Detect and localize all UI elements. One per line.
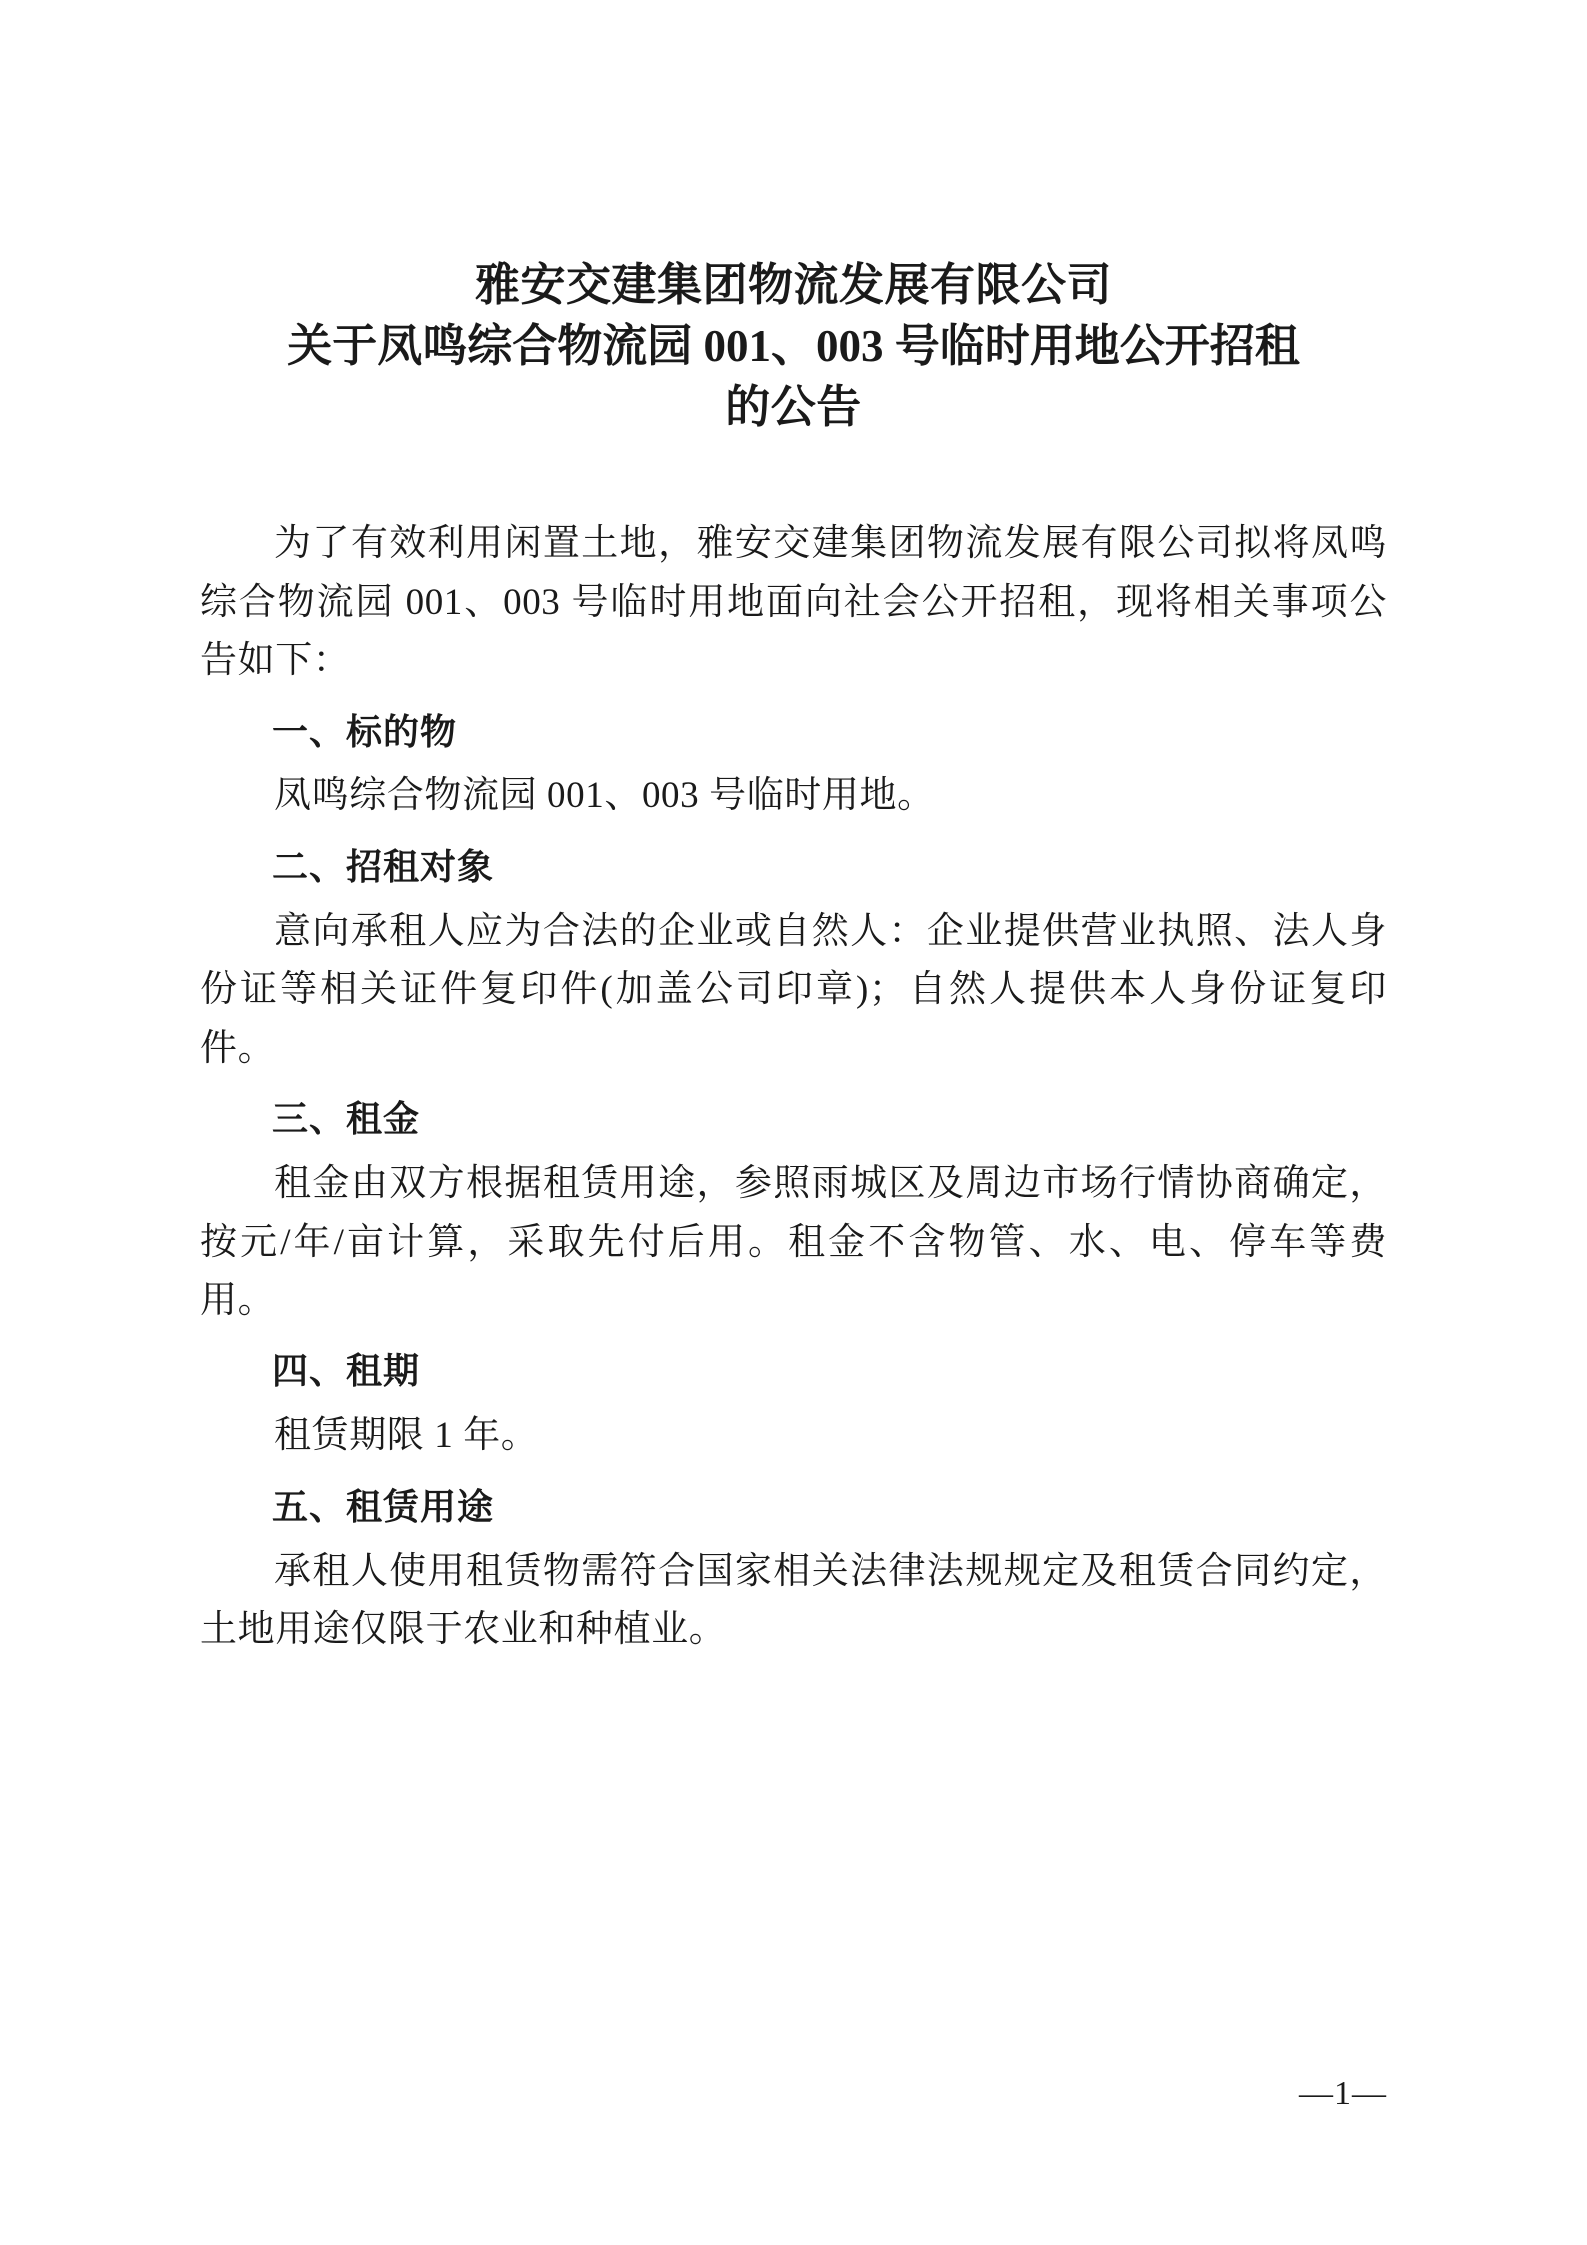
section-heading-3: 三、租金	[272, 1099, 421, 1141]
title-line-2: 关于凤鸣综合物流园 001、003 号临时用地公开招租	[287, 320, 1300, 371]
section-body-1: 凤鸣综合物流园 001、003 号临时用地。	[274, 775, 935, 817]
section-heading-1: 一、标的物	[272, 711, 458, 753]
title-line-3: 的公告	[725, 381, 862, 432]
section-body-2: 意向承租人应为合法的企业或自然人：企业提供营业执照、法人身份证等相关证件复印件(加盖公司印章)；自然人提供本人身份证复印件。	[200, 910, 1387, 1069]
section-heading-5: 五、租赁用途	[272, 1486, 495, 1528]
section-body-5: 承租人使用租赁物需符合国家相关法律法规规定及租赁合同约定，土地用途仅限于农业和种植业。	[200, 1550, 1387, 1651]
section-body-3: 租金由双方根据租赁用途，参照雨城区及周边市场行情协商确定，按元/年/亩计算，采取先付后用。租金不含物管、水、电、停车等费用。	[200, 1163, 1387, 1321]
page-number: —1—	[1299, 2075, 1387, 2112]
section-body-4: 租赁期限 1 年。	[274, 1415, 539, 1457]
document-body	[200, 515, 1387, 1659]
intro-paragraph: 为了有效利用闲置土地，雅安交建集团物流发展有限公司拟将凤鸣综合物流园 001、003 号临时用地面向社会公开招租，现将相关事项公告如下：	[200, 523, 1387, 682]
section-heading-2: 二、招租对象	[272, 846, 495, 888]
title-line-1: 雅安交建集团物流发展有限公司	[474, 260, 1112, 310]
document-title	[200, 255, 1387, 437]
section-heading-4: 四、租期	[272, 1351, 421, 1393]
